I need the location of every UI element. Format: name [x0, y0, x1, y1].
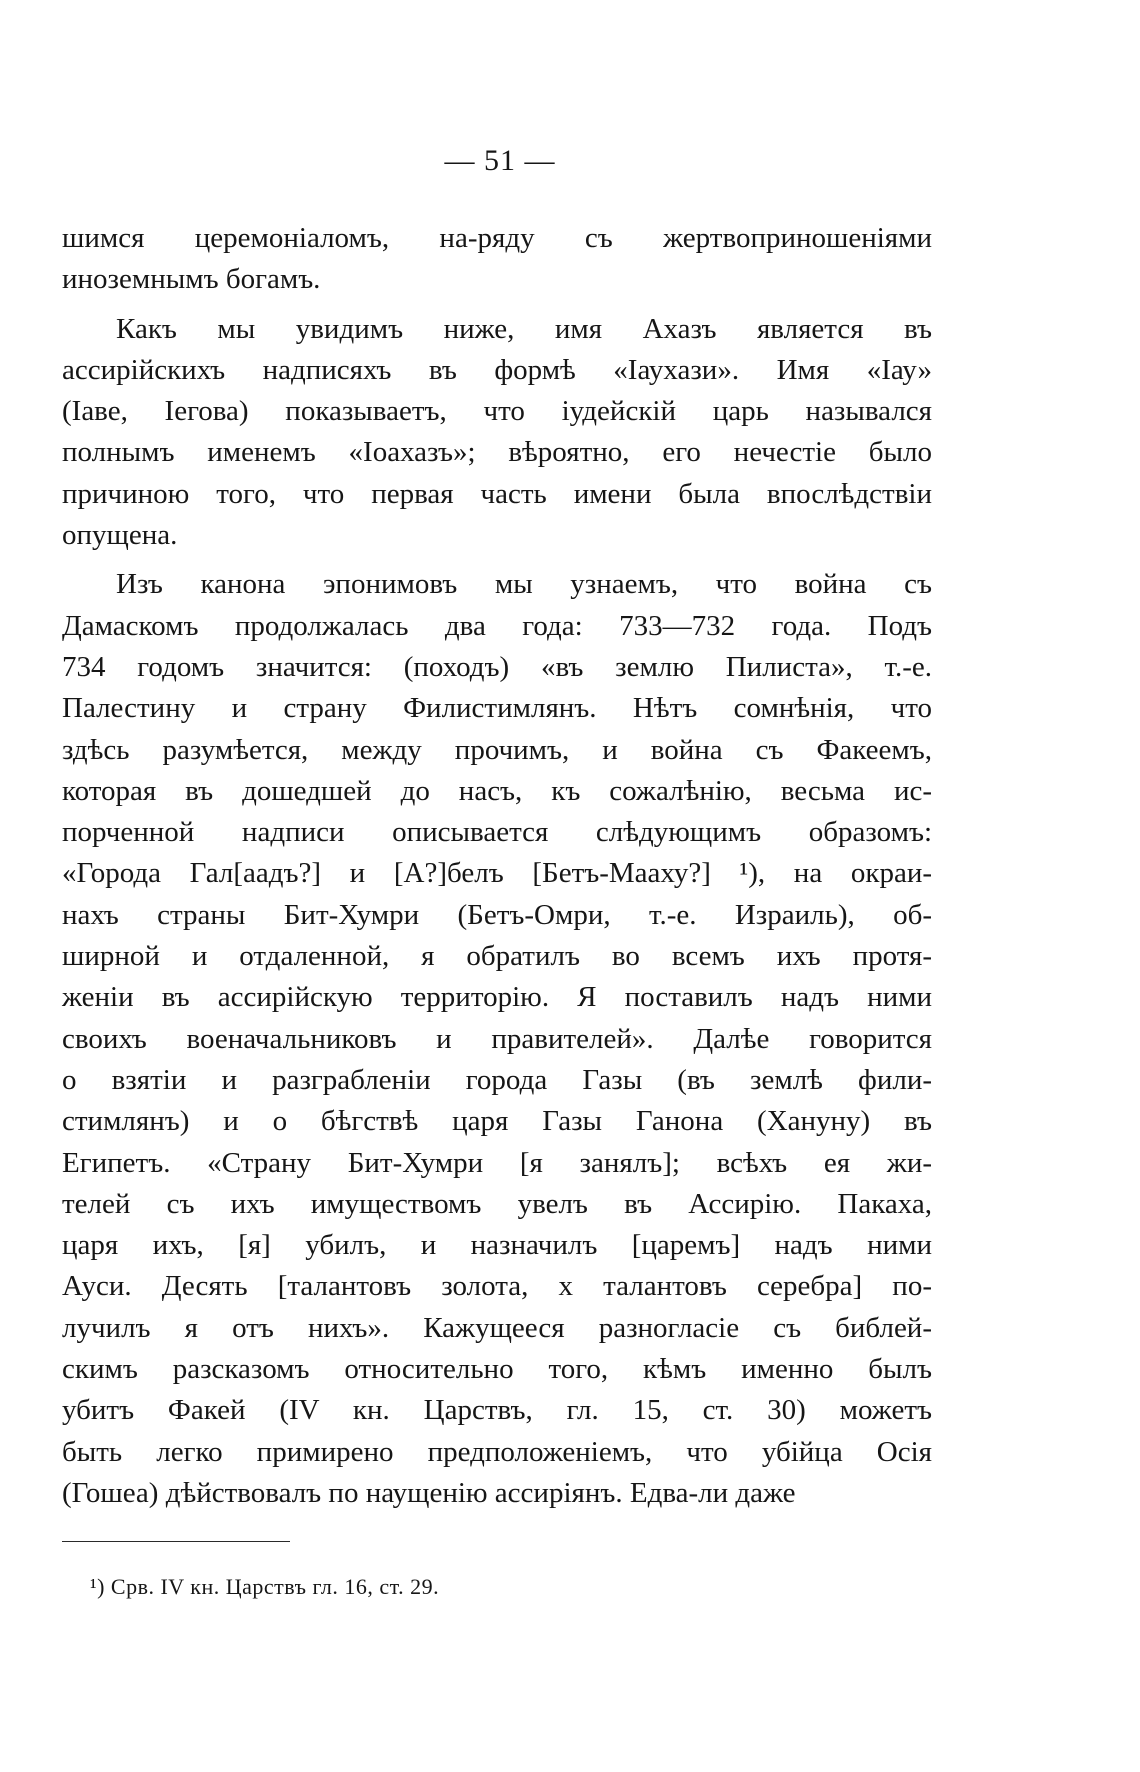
text-line: царя ихъ, [я] убилъ, и назначилъ [царемъ] надъ ними	[62, 1229, 932, 1262]
text-line: Какъ мы увидимъ ниже, имя Ахазъ является въ	[116, 312, 932, 345]
text-line: (Гошеа) дѣйствовалъ по наущенію ассиріянъ. Едва-ли даже	[62, 1476, 796, 1509]
text-line: скимъ разсказомъ относительно того, кѣмъ именно былъ	[62, 1353, 932, 1386]
text-line: нахъ страны Бит-Хумри (Бетъ-Омри, т.-е. Израиль), об-	[62, 898, 932, 931]
text-line: иноземнымъ богамъ.	[62, 263, 321, 296]
text-line: Ауси. Десять [талантовъ золота, x талантовъ серебра] по-	[62, 1270, 932, 1303]
page-number: — 51 —	[444, 144, 556, 177]
footnote: ¹) Срв. IV кн. Царствъ гл. 16, ст. 29.	[90, 1574, 440, 1599]
text-line: порченной надписи описывается слѣдующимъ образомъ:	[62, 816, 932, 849]
text-line: убитъ Факей (IV кн. Царствъ, гл. 15, ст. 30) можетъ	[62, 1394, 932, 1427]
text-line: ассирійскихъ надписяхъ въ формѣ «Іаухази». Имя «Іау»	[62, 353, 932, 386]
text-line: здѣсь разумѣется, между прочимъ, и война съ Факеемъ,	[62, 733, 932, 766]
text-line: телей съ ихъ имуществомъ увелъ въ Ассирію. Пакаха,	[62, 1187, 932, 1220]
text-line: Палестину и страну Филистимлянъ. Нѣтъ сомнѣнія, что	[62, 692, 932, 725]
body-text	[62, 218, 932, 1514]
text-line: Дамаскомъ продолжалась два года: 733—732 года. Подъ	[62, 609, 932, 642]
text-line: Египетъ. «Страну Бит-Хумри [я занялъ]; всѣхъ ея жи-	[62, 1146, 932, 1179]
text-line: опущена.	[62, 519, 178, 552]
text-line: стимлянъ) и о бѣгствѣ царя Газы Ганона (Хануну) въ	[62, 1105, 932, 1138]
text-line: (Іаве, Іегова) показываетъ, что іудейскій царь назывался	[62, 395, 932, 428]
text-line: быть легко примирено предположеніемъ, что убійца Осія	[62, 1435, 932, 1468]
text-line: причиною того, что первая часть имени была впослѣдствіи	[62, 477, 932, 510]
text-line: полнымъ именемъ «Іоахазъ»; вѣроятно, его нечестіе было	[62, 436, 932, 469]
paragraph	[62, 564, 932, 1514]
footnote-divider	[62, 1541, 290, 1542]
text-line: «Города Гал[аадъ?] и [А?]белъ [Бетъ-Мааху?] ¹), на окраи-	[62, 857, 932, 890]
text-line: которая въ дошедшей до насъ, къ сожалѣнію, весьма ис-	[62, 774, 932, 807]
text-line: о взятіи и разграбленіи города Газы (въ землѣ фили-	[62, 1063, 932, 1096]
text-line: 734 годомъ значится: (походъ) «въ землю Пилиста», т.-е.	[62, 650, 932, 683]
text-line: шимся церемоніаломъ, на-ряду съ жертвоприношеніями	[62, 222, 932, 254]
text-line: лучилъ я отъ нихъ». Кажущееся разногласіе съ библей-	[62, 1311, 932, 1344]
paragraph	[62, 218, 932, 301]
text-line: ширной и отдаленной, я обратилъ во всемъ ихъ протя-	[62, 940, 932, 973]
text-line: Изъ канона эпонимовъ мы узнаемъ, что война съ	[116, 568, 932, 601]
paragraph	[62, 309, 932, 557]
text-line: своихъ военачальниковъ и правителей». Далѣе говорится	[62, 1022, 932, 1055]
text-line: женіи въ ассирійскую территорію. Я поставилъ надъ ними	[62, 981, 932, 1014]
